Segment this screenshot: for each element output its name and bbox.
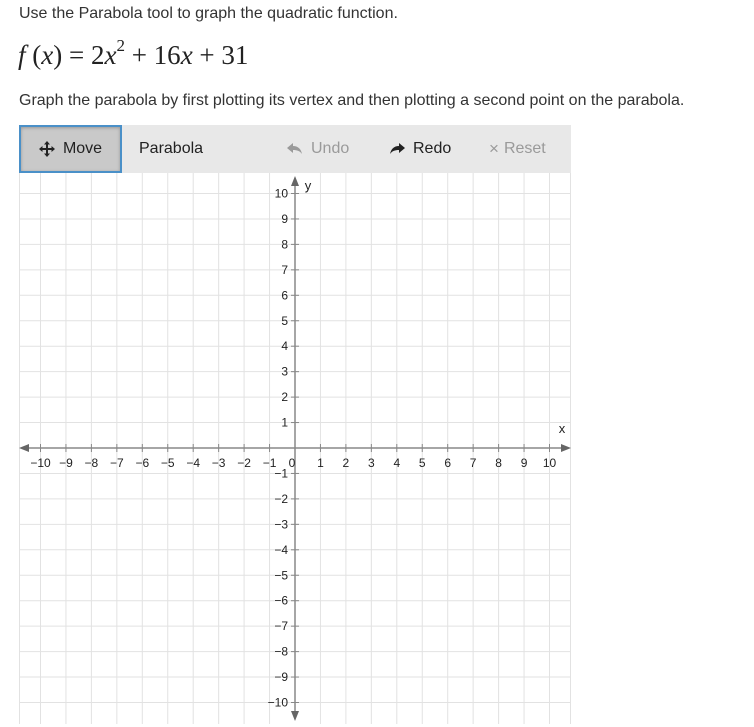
- quadratic-equation: [18, 36, 249, 71]
- y-tick-label: −6: [274, 593, 288, 608]
- undo-label: Undo: [311, 140, 350, 157]
- x-tick-label: 1: [317, 456, 324, 470]
- y-axis-label: y: [304, 178, 312, 193]
- y-tick-label: 5: [281, 313, 288, 328]
- y-axis-down-arrow: [291, 711, 299, 721]
- tick-labels: [30, 178, 565, 710]
- eq-var3: x: [180, 40, 193, 70]
- x-tick-label: 9: [520, 456, 528, 470]
- x-tick-label: −10: [30, 456, 51, 470]
- axes: [19, 176, 571, 721]
- y-tick-label: 3: [281, 364, 288, 379]
- prompt-text: Graph the parabola by first plotting its vertex and then plotting a second point on the parabola.: [19, 92, 685, 109]
- x-tick-label: −5: [160, 456, 175, 470]
- parabola-tool-button[interactable]: [139, 125, 203, 173]
- redo-button[interactable]: [389, 125, 451, 173]
- x-tick-label: 10: [542, 456, 557, 470]
- x-tick-label: −3: [211, 456, 226, 470]
- y-tick-label: 1: [281, 415, 288, 430]
- x-tick-label: 4: [393, 456, 401, 470]
- x-tick-label: 6: [444, 456, 452, 470]
- eq-exponent: 2: [116, 36, 125, 55]
- y-tick-label: 7: [281, 262, 288, 277]
- graph-canvas[interactable]: [19, 173, 571, 724]
- undo-button[interactable]: [287, 125, 349, 173]
- x-tick-label: −4: [186, 456, 201, 470]
- x-tick-label: −6: [135, 456, 150, 470]
- eq-var2: x: [104, 40, 117, 70]
- x-tick-label: −2: [237, 456, 251, 470]
- x-tick-label: 5: [418, 456, 426, 470]
- y-tick-label: −3: [274, 517, 288, 532]
- y-tick-label: −5: [274, 568, 288, 583]
- y-tick-label: −2: [274, 491, 288, 506]
- parabola-label: Parabola: [139, 140, 204, 157]
- y-tick-label: 8: [281, 237, 288, 252]
- y-tick-label: 9: [281, 211, 288, 226]
- instructions-text: Use the Parabola tool to graph the quadratic function.: [19, 5, 398, 22]
- move-tool-button[interactable]: [19, 125, 122, 173]
- close-icon: ×: [489, 139, 499, 158]
- x-tick-label: −7: [110, 456, 124, 470]
- y-tick-label: −7: [274, 619, 288, 634]
- move-arrows-icon: [39, 141, 55, 157]
- y-tick-label: 6: [281, 288, 288, 303]
- x-tick-label: 7: [469, 456, 477, 470]
- eq-rest2: + 31: [192, 40, 249, 70]
- x-tick-label: 8: [495, 456, 502, 470]
- x-axis-right-arrow: [561, 444, 571, 452]
- eq-var: x: [41, 40, 54, 70]
- y-tick-label: −9: [274, 670, 288, 685]
- x-axis-label: x: [558, 421, 566, 436]
- y-axis-up-arrow: [291, 176, 299, 186]
- move-label: Move: [62, 140, 103, 157]
- y-tick-label: −4: [274, 542, 288, 557]
- y-tick-label: 4: [281, 339, 288, 354]
- eq-f: f: [18, 40, 26, 70]
- graph-toolbar: [19, 125, 571, 173]
- y-tick-label: −8: [274, 644, 288, 659]
- x-axis-left-arrow: [19, 444, 29, 452]
- reset-button[interactable]: [489, 125, 546, 173]
- x-tick-label: 3: [368, 456, 375, 470]
- eq-close: ) = 2: [53, 40, 105, 70]
- y-tick-label: −10: [267, 695, 288, 710]
- eq-rest1: + 16: [124, 40, 181, 70]
- x-tick-label: −1: [262, 456, 277, 470]
- origin-label: 0: [288, 456, 296, 470]
- coordinate-plane[interactable]: [19, 173, 571, 724]
- y-tick-label: 2: [281, 390, 288, 405]
- y-tick-label: −1: [274, 466, 288, 481]
- x-tick-label: −8: [84, 456, 99, 470]
- redo-icon: [389, 143, 405, 155]
- redo-label: Redo: [413, 140, 452, 157]
- y-tick-label: 10: [274, 186, 288, 201]
- reset-label: Reset: [503, 140, 546, 157]
- eq-open: (: [25, 40, 42, 70]
- x-tick-label: −9: [59, 456, 73, 470]
- undo-icon: [287, 143, 303, 155]
- x-tick-label: 2: [342, 456, 350, 470]
